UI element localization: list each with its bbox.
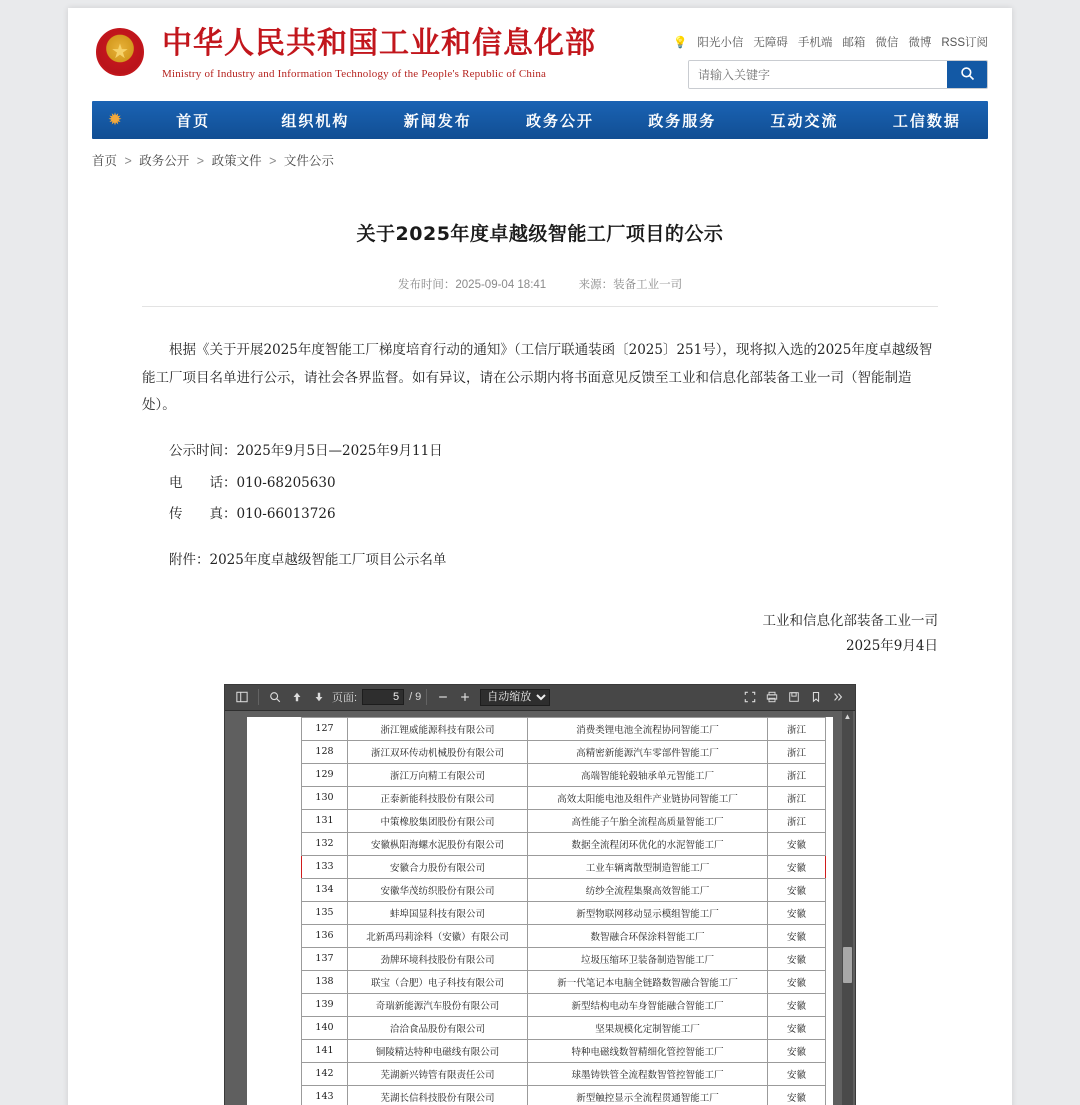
- breadcrumb-item-home[interactable]: 首页: [92, 154, 118, 168]
- cell-company: 奇瑞新能源汽车股份有限公司: [348, 993, 528, 1016]
- search-icon: [960, 66, 975, 84]
- pdf-table-wrap: [247, 717, 833, 1105]
- cell-factory: 工业车辆离散型制造智能工厂: [528, 855, 768, 878]
- cell-no: 132: [302, 832, 348, 855]
- search-bar: [688, 60, 988, 89]
- cell-factory: 垃圾压缩环卫装备制造智能工厂: [528, 947, 768, 970]
- cell-no: 128: [302, 740, 348, 763]
- article-body: [142, 337, 938, 575]
- cell-factory: 高性能子午胎全流程高质量智能工厂: [528, 809, 768, 832]
- nav-item-data[interactable]: 工信数据: [892, 111, 961, 130]
- pdf-zoom-select[interactable]: [480, 689, 550, 706]
- article-info-phone: 电 话：010-68205630: [169, 474, 336, 491]
- breadcrumb-separator: >: [124, 154, 132, 168]
- cell-no: 131: [302, 809, 348, 832]
- cell-factory: 高效太阳能电池及组件产业链协同智能工厂: [528, 786, 768, 809]
- cell-company: 中策橡胶集团股份有限公司: [348, 809, 528, 832]
- table-row: [302, 970, 826, 993]
- site-header: [68, 8, 1012, 97]
- cell-no: 129: [302, 763, 348, 786]
- article: [68, 179, 1012, 1105]
- breadcrumb-item-gov-open[interactable]: 政务公开: [139, 154, 190, 168]
- cell-province: 安徽: [768, 1016, 826, 1039]
- cell-no: 130: [302, 786, 348, 809]
- cell-company: 联宝（合肥）电子科技有限公司: [348, 970, 528, 993]
- cell-province: 浙江: [768, 786, 826, 809]
- arrow-down-icon[interactable]: [308, 686, 330, 708]
- cell-no: 140: [302, 1016, 348, 1039]
- table-row: [302, 993, 826, 1016]
- main-nav-wrap: [68, 97, 1012, 139]
- table-row: [302, 855, 826, 878]
- top-link-mobile[interactable]: 手机端: [797, 37, 833, 49]
- breadcrumb-item-policy[interactable]: 政策文件: [211, 154, 262, 168]
- table-row: [302, 924, 826, 947]
- fullscreen-icon[interactable]: [739, 686, 761, 708]
- cell-province: 安徽: [768, 1062, 826, 1085]
- top-link-weibo[interactable]: 微博: [908, 37, 932, 49]
- table-row: [302, 878, 826, 901]
- site-title-cn: 中华人民共和国工业和信息化部: [162, 26, 596, 61]
- cell-company: 洽洽食品股份有限公司: [348, 1016, 528, 1039]
- cell-company: 浙江双环传动机械股份有限公司: [348, 740, 528, 763]
- cell-factory: 高精密新能源汽车零部件智能工厂: [528, 740, 768, 763]
- main-nav: [92, 101, 988, 139]
- cell-no: 142: [302, 1062, 348, 1085]
- bookmark-icon[interactable]: [805, 686, 827, 708]
- factory-list-table: [301, 717, 826, 1105]
- search-icon[interactable]: [264, 686, 286, 708]
- pdf-viewer: [224, 684, 856, 1105]
- cell-province: 安徽: [768, 924, 826, 947]
- cell-no: 138: [302, 970, 348, 993]
- minus-icon[interactable]: [432, 686, 454, 708]
- cell-factory: 新型结构电动车身智能融合智能工厂: [528, 993, 768, 1016]
- nav-item-news[interactable]: 新闻发布: [403, 111, 472, 130]
- cell-factory: 新一代笔记本电脑全链路数智融合智能工厂: [528, 970, 768, 993]
- cell-no: 136: [302, 924, 348, 947]
- breadcrumb-separator: >: [269, 154, 277, 168]
- cell-factory: 数据全流程闭环优化的水泥智能工厂: [528, 832, 768, 855]
- cell-company: 劲牌环境科技股份有限公司: [348, 947, 528, 970]
- cell-no: 135: [302, 901, 348, 924]
- cell-factory: 球墨铸铁管全流程数智管控智能工厂: [528, 1062, 768, 1085]
- cell-company: 安徽合力股份有限公司: [348, 855, 528, 878]
- table-row: [302, 717, 826, 740]
- cell-factory: 纺纱全流程集聚高效智能工厂: [528, 878, 768, 901]
- pdf-scrollbar-thumb[interactable]: [843, 947, 852, 983]
- cell-company: 芜湖长信科技股份有限公司: [348, 1085, 528, 1105]
- cell-no: 127: [302, 717, 348, 740]
- site-sheet: [68, 8, 1012, 1105]
- table-row: [302, 1085, 826, 1105]
- miit-logo-icon: ✹: [107, 110, 123, 129]
- factory-list-body: [302, 717, 826, 1105]
- cell-no: 139: [302, 993, 348, 1016]
- article-signature: [142, 609, 938, 660]
- cell-company: 安徽枞阳海螺水泥股份有限公司: [348, 832, 528, 855]
- cell-company: 浙江万向精工有限公司: [348, 763, 528, 786]
- cell-factory: 特种电磁线数智精细化管控智能工厂: [528, 1039, 768, 1062]
- pdf-page-input[interactable]: [362, 689, 404, 705]
- search-input[interactable]: [689, 61, 947, 88]
- cell-no: 137: [302, 947, 348, 970]
- nav-item-interaction[interactable]: 互动交流: [770, 111, 839, 130]
- publish-time: 发布时间：2025-09-04 18:41: [397, 279, 547, 291]
- table-row: [302, 1062, 826, 1085]
- cell-company: 北新禹玛莉涂料（安徽）有限公司: [348, 924, 528, 947]
- save-icon[interactable]: [783, 686, 805, 708]
- cell-province: 安徽: [768, 947, 826, 970]
- cell-company: 安徽华茂纺织股份有限公司: [348, 878, 528, 901]
- page-title: 关于2025年度卓越级智能工厂项目的公示: [356, 223, 724, 245]
- cell-no: 133: [302, 855, 348, 878]
- top-link-accessibility[interactable]: 无障碍: [753, 37, 788, 49]
- pdf-page-label: 页面:: [332, 692, 358, 705]
- cell-province: 安徽: [768, 1039, 826, 1062]
- national-emblem-icon: ★: [92, 26, 148, 82]
- nav-item-gov-service[interactable]: 政务服务: [648, 111, 717, 130]
- article-source: 来源：装备工业一司: [578, 279, 683, 291]
- table-row: [302, 1039, 826, 1062]
- table-row: [302, 786, 826, 809]
- double-chevron-right-icon[interactable]: [827, 686, 849, 708]
- article-paragraph-1: 根据《关于开展2025年度智能工厂梯度培育行动的通知》（工信厅联通装函〔2025〕251号），现将拟入选的2025年度卓越级智能工厂项目名单进行公示，请社会各界监督。如有异议，请在公示期内将书面意见反馈至工业和信息化部装备工业一司（智能制造处）。: [142, 342, 933, 414]
- cell-province: 安徽: [768, 993, 826, 1016]
- cell-province: 安徽: [768, 878, 826, 901]
- cell-province: 浙江: [768, 717, 826, 740]
- pdf-toolbar: [225, 685, 855, 711]
- signature-date: 2025年9月4日: [845, 638, 938, 655]
- pdf-page-total: / 9: [409, 691, 422, 704]
- cell-factory: 新型触控显示全流程贯通智能工厂: [528, 1085, 768, 1105]
- breadcrumb-separator: >: [196, 154, 205, 168]
- article-attachment[interactable]: 附件：2025年度卓越级智能工厂项目公示名单: [169, 552, 447, 569]
- cell-factory: 新型物联网移动显示模组智能工厂: [528, 901, 768, 924]
- cell-company: 浙江锂威能源科技有限公司: [348, 717, 528, 740]
- table-row: [302, 947, 826, 970]
- nav-item-home[interactable]: 首页: [176, 111, 211, 130]
- article-info-fax: 传 真：010-66013726: [169, 506, 336, 523]
- table-row: [302, 832, 826, 855]
- table-row: [302, 1016, 826, 1039]
- article-info-time: 公示时间：2025年9月5日—2025年9月11日: [169, 443, 443, 460]
- cell-company: 蚌埠国显科技有限公司: [348, 901, 528, 924]
- pdf-page-content: [247, 717, 833, 1105]
- top-link-wechat[interactable]: 微信: [875, 37, 899, 49]
- chevron-up-icon[interactable]: ▲: [843, 711, 852, 721]
- cell-province: 浙江: [768, 740, 826, 763]
- plus-icon[interactable]: [454, 686, 476, 708]
- top-link-sunshine[interactable]: 阳光小信: [697, 37, 744, 49]
- header-right: [673, 24, 988, 89]
- nav-item-gov-open[interactable]: 政务公开: [525, 111, 594, 130]
- cell-province: 浙江: [768, 809, 826, 832]
- pdf-scrollbar[interactable]: [842, 711, 853, 1105]
- breadcrumb-item-notice[interactable]: 文件公示: [283, 154, 334, 168]
- cell-province: 安徽: [768, 855, 826, 878]
- top-link-mail[interactable]: 邮箱: [842, 37, 866, 49]
- cell-factory: 数智融合环保涂料智能工厂: [528, 924, 768, 947]
- top-link-rss[interactable]: RSS订阅: [941, 37, 988, 49]
- search-button[interactable]: [947, 61, 987, 88]
- sidebar-toggle-icon[interactable]: [231, 686, 253, 708]
- cell-no: 141: [302, 1039, 348, 1062]
- cell-factory: 消费类锂电池全流程协同智能工厂: [528, 717, 768, 740]
- cell-factory: 坚果规模化定制智能工厂: [528, 1016, 768, 1039]
- cell-province: 浙江: [768, 763, 826, 786]
- breadcrumb: [68, 139, 1012, 179]
- cell-company: 芜湖新兴铸管有限责任公司: [348, 1062, 528, 1085]
- table-row: [302, 763, 826, 786]
- cell-province: 安徽: [768, 1085, 826, 1105]
- cell-province: 安徽: [768, 901, 826, 924]
- print-icon[interactable]: [761, 686, 783, 708]
- cell-province: 安徽: [768, 832, 826, 855]
- table-row: [302, 809, 826, 832]
- cell-company: 铜陵精达特种电磁线有限公司: [348, 1039, 528, 1062]
- arrow-up-icon[interactable]: [286, 686, 308, 708]
- top-links: [673, 34, 988, 50]
- cell-company: 正泰新能科技股份有限公司: [348, 786, 528, 809]
- article-meta: [142, 276, 938, 307]
- signature-org: 工业和信息化部装备工业一司: [762, 612, 938, 629]
- nav-item-organization[interactable]: 组织机构: [281, 111, 350, 130]
- cell-factory: 高端智能轮毂轴承单元智能工厂: [528, 763, 768, 786]
- table-row: [302, 901, 826, 924]
- site-title-en: Ministry of Industry and Information Technology of the People's Republic of China: [162, 68, 547, 80]
- lightbulb-icon: 💡: [673, 37, 688, 49]
- cell-no: 143: [302, 1085, 348, 1105]
- cell-province: 安徽: [768, 970, 826, 993]
- cell-no: 134: [302, 878, 348, 901]
- site-title-block: [162, 24, 596, 80]
- table-row: [302, 740, 826, 763]
- pdf-stage: [225, 711, 855, 1105]
